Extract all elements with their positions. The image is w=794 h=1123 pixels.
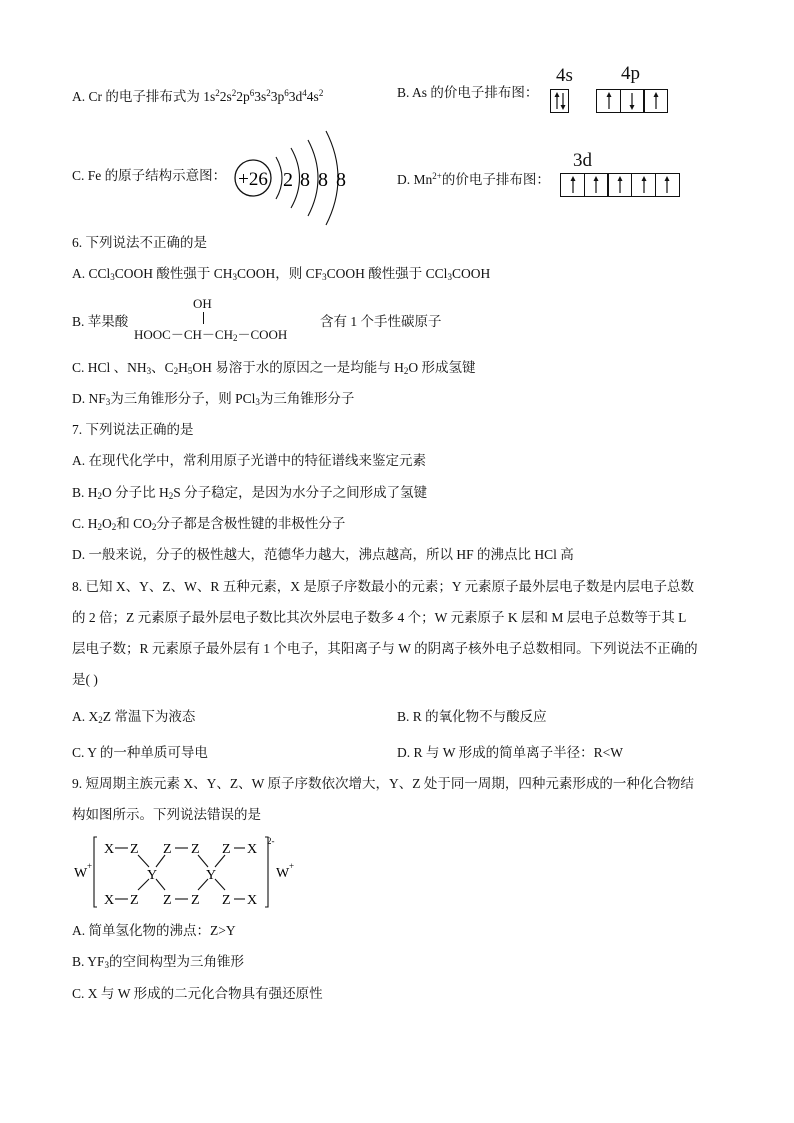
orbital-box: [655, 173, 680, 197]
struct-w-charge: +: [289, 861, 295, 871]
struct-bonds: [94, 837, 268, 907]
orbital-label-4p: 4p: [621, 63, 640, 84]
malic-acid-bond: [203, 312, 204, 324]
struct-atom-z: Z: [163, 842, 172, 857]
struct-atom-x: X: [247, 842, 258, 857]
struct-w: W: [74, 866, 88, 881]
q9-option-b: B. $YF_3$的空间构型为三角锥形: [72, 954, 245, 970]
struct-atom-z: Z: [191, 842, 200, 857]
q7-stem: 7. 下列说法正确的是: [72, 422, 194, 437]
q8-stem-line: 是( ): [72, 672, 98, 687]
struct-atom-x: X: [247, 893, 258, 908]
up-arrow-icon: [591, 175, 601, 195]
struct-atom-y: Y: [147, 868, 158, 883]
orbital-box: [550, 89, 569, 113]
struct-atom-x: X: [104, 842, 115, 857]
orbital-diagram-4p: [596, 89, 668, 113]
struct-atom-z: Z: [191, 893, 200, 908]
q8-option-c: C. Y 的一种单质可导电: [72, 745, 208, 760]
electron-shell-arc: [276, 157, 282, 199]
q8-option-b: B. R 的氧化物不与酸反应: [397, 709, 547, 724]
orbital-box: [643, 89, 668, 113]
orbital-diagram-4s: [550, 89, 569, 113]
q9-compound-structure: [70, 832, 310, 912]
struct-atom-z: Z: [222, 842, 231, 857]
q6-option-b-text: 含有 1 个手性碳原子: [320, 314, 442, 329]
struct-w-charge: +: [87, 861, 93, 871]
shell-electron-count: 8: [300, 169, 310, 191]
q7-option-a: A. 在现代化学中，常利用原子光谱中的特征谱线来鉴定元素: [72, 453, 426, 468]
struct-anion-charge: 2-: [267, 836, 275, 846]
q7-option-c: C. $H_2O_2$和 $CO_2$分子都是含极性键的非极性分子: [72, 516, 346, 532]
struct-atom-y: Y: [206, 868, 217, 883]
orbital-label-4s: 4s: [556, 65, 573, 86]
orbital-box: [607, 173, 632, 197]
q9-stem-line: 构如图所示。下列说法错误的是: [72, 807, 261, 822]
q6-option-a: A. CCl$_3$COOH 酸性强于 $CH_3COOH$，则 $CF_3COOH$ 酸性强于 CCl$_3$COOH: [72, 266, 491, 282]
orbital-box: [560, 173, 585, 197]
q8-stem-line: 层电子数；R 元素原子最外层有 1 个电子，其阳离子与 W 的阴离子核外电子总数相同。下列说法不正确的: [72, 641, 698, 656]
q5-option-b: B. As 的价电子排布图：: [397, 85, 539, 100]
q6-option-d: D. $NF_3$为三角锥形分子，则 PCl$_3$为三角锥形分子: [72, 391, 355, 407]
q9-option-a: A. 简单氢化物的沸点：Z>Y: [72, 923, 236, 938]
up-down-arrow-icon: [553, 91, 567, 111]
q6-option-b-label: B. 苹果酸: [72, 314, 129, 329]
orbital-box: [631, 173, 656, 197]
q7-option-b: B. $H_2O$ 分子比 $H_2S$ 分子稳定，是因为水分子之间形成了氢键: [72, 485, 428, 501]
struct-atom-z: Z: [222, 893, 231, 908]
orbital-box: [584, 173, 609, 197]
q7-option-d: D. 一般来说，分子的极性越大，范德华力越大，沸点越高，所以 HF 的沸点比 HCl 高: [72, 547, 574, 562]
shell-electron-count: 8: [336, 169, 346, 191]
q9-stem-line: 9. 短周期主族元素 X、Y、Z、W 原子序数依次增大，Y、Z 处于同一周期，四种元素形成的一种化合物结: [72, 776, 694, 791]
up-arrow-icon: [651, 91, 661, 111]
up-arrow-icon: [615, 175, 625, 195]
q8-option-d: D. R 与 W 形成的简单离子半径：R<W: [397, 745, 623, 760]
up-arrow-icon: [568, 175, 578, 195]
orbital-box: [620, 89, 645, 113]
orbital-box: [596, 89, 621, 113]
q8-option-a: A. $X_2Z$ 常温下为液态: [72, 709, 196, 725]
up-arrow-icon: [604, 91, 614, 111]
struct-atom-z: Z: [130, 842, 139, 857]
shell-electron-count: 2: [283, 169, 293, 191]
struct-atom-x: X: [104, 893, 115, 908]
orbital-diagram-3d: [560, 173, 680, 197]
q6-option-c: C. HCl 、$NH_3$、$C_2H_5OH$ 易溶于水的原因之一是均能与 $H_2O$ 形成氢键: [72, 360, 476, 376]
malic-acid-oh: OH: [193, 296, 212, 311]
fe-atomic-structure-diagram: [228, 126, 358, 228]
q8-stem-line: 8. 已知 X、Y、Z、W、R 五种元素，X 是原子序数最小的元素；Y 元素原子最外层电子数是内层电子总数: [72, 579, 694, 594]
up-arrow-icon: [662, 175, 672, 195]
struct-w: W: [276, 866, 290, 881]
shell-electron-count: 8: [318, 169, 328, 191]
q5-option-d: D. $Mn^{2+}$的价电子排布图：: [397, 171, 550, 187]
malic-acid-chain: $HOOC-CH-CH_2-COOH$: [134, 327, 288, 343]
up-arrow-icon: [639, 175, 649, 195]
down-arrow-icon: [627, 91, 637, 111]
q9-option-c: C. X 与 W 形成的二元化合物具有强还原性: [72, 986, 323, 1001]
struct-atom-z: Z: [130, 893, 139, 908]
q5-option-a: A. Cr 的电子排布式为 $1s^22s^22p^63s^23p^63d^44s^2$: [72, 88, 324, 104]
q6-stem: 6. 下列说法不正确的是: [72, 235, 207, 250]
orbital-label-3d: 3d: [573, 150, 592, 171]
nucleus-charge: +26: [238, 169, 268, 190]
q5-option-c: C. Fe 的原子结构示意图：: [72, 168, 227, 183]
q8-stem-line: 的 2 倍；Z 元素原子最外层电子数比其次外层电子数多 4 个；W 元素原子 K 层和 M 层电子总数等于其 L: [72, 610, 687, 625]
struct-atom-z: Z: [163, 893, 172, 908]
